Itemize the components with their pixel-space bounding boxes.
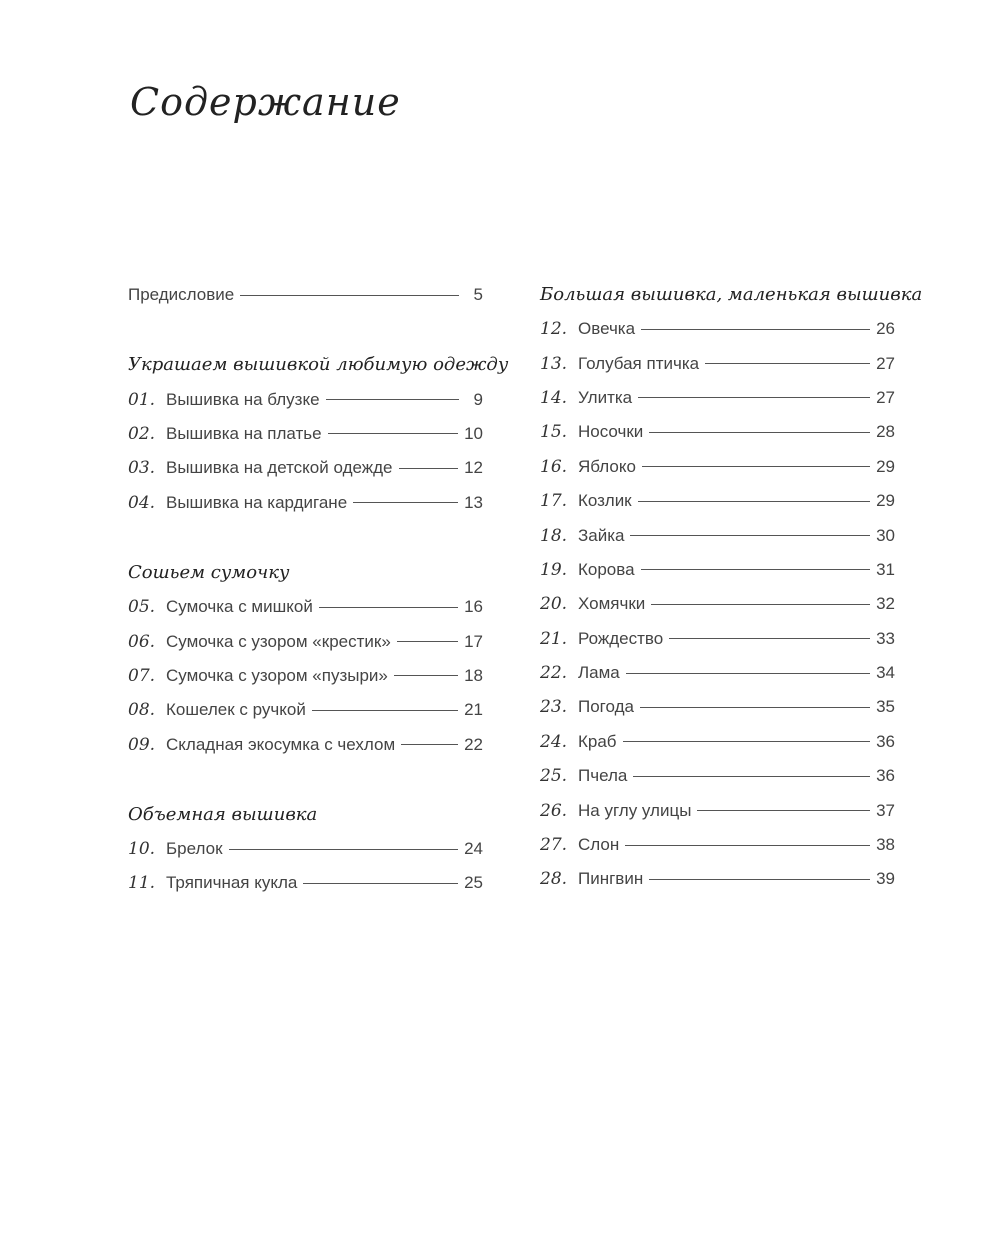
leader-line [638, 501, 870, 502]
toc-entry[interactable] [128, 486, 483, 520]
page-number: 36 [876, 766, 895, 786]
page-number: 9 [473, 389, 483, 409]
entry-title: Корова [578, 559, 635, 579]
entry-number: 07. [128, 665, 156, 686]
entry-title: Хомячки [578, 594, 646, 614]
leader-line [649, 432, 870, 433]
entry-title: Вышивка на детской одежде [166, 458, 393, 478]
leader-line [641, 329, 870, 330]
leader-line [319, 607, 458, 608]
toc-entry[interactable] [540, 828, 895, 862]
page-number: 37 [876, 800, 895, 820]
leader-line [649, 879, 870, 880]
toc-entry[interactable] [540, 793, 895, 827]
toc-entry[interactable] [540, 553, 895, 587]
toc-entry[interactable] [540, 690, 895, 724]
entry-number: 27. [540, 835, 568, 856]
toc-entry[interactable] [128, 590, 483, 624]
page-number: 12 [464, 458, 483, 478]
entry-number: 26. [540, 800, 568, 821]
leader-line [626, 673, 870, 674]
toc-entry[interactable] [540, 346, 895, 380]
toc-entry[interactable] [540, 312, 895, 346]
page-number: 10 [464, 423, 483, 443]
entry-title: Рождество [578, 628, 664, 648]
entry-number: 10. [128, 839, 156, 860]
page-number: 18 [464, 665, 483, 685]
entry-title: Лама [578, 663, 620, 683]
entry-title: Сумочка с узором «крестик» [166, 631, 391, 651]
leader-line [625, 845, 870, 846]
section-spacer [128, 762, 483, 798]
toc-entry[interactable] [540, 450, 895, 484]
leader-line [303, 883, 458, 884]
entry-title: Сумочка с узором «пузыри» [166, 665, 388, 685]
entry-number: 06. [128, 631, 156, 652]
toc-entry[interactable] [128, 659, 483, 693]
toc-entry[interactable] [540, 622, 895, 656]
page-number: 16 [464, 597, 483, 617]
page-number: 21 [464, 700, 483, 720]
entry-number: 16. [540, 456, 568, 477]
page-number: 28 [876, 422, 895, 442]
entry-title: Вышивка на блузке [166, 389, 320, 409]
leader-line [240, 295, 459, 296]
leader-line [630, 535, 870, 536]
page-number: 27 [876, 353, 895, 373]
page-number: 38 [876, 835, 895, 855]
entry-title: Яблоко [578, 456, 636, 476]
toc-entry[interactable] [540, 587, 895, 621]
toc-entry[interactable] [540, 725, 895, 759]
leader-line [229, 849, 459, 850]
entry-title: Пингвин [578, 869, 644, 889]
entry-title: Тряпичная кукла [166, 873, 298, 893]
page-number: 13 [464, 492, 483, 512]
entry-title: Погода [578, 697, 634, 717]
entry-number: 02. [128, 423, 156, 444]
section-spacer [128, 520, 483, 556]
page-number: 22 [464, 734, 483, 754]
entry-number: 12. [540, 319, 568, 340]
entry-number: 19. [540, 559, 568, 580]
entry-title: Сумочка с мишкой [166, 597, 313, 617]
page-number: 27 [876, 387, 895, 407]
entry-title: Брелок [166, 839, 223, 859]
entry-title: Складная экосумка с чехлом [166, 734, 396, 754]
page-number: 26 [876, 319, 895, 339]
entry-title: Пчела [578, 766, 628, 786]
entry-number: 13. [540, 353, 568, 374]
page-number: 24 [464, 839, 483, 859]
entry-title: Голубая птичка [578, 353, 700, 373]
leader-line [353, 502, 458, 503]
page-number: 5 [473, 285, 483, 305]
entry-title: Зайка [578, 525, 625, 545]
toc-right-column [540, 278, 923, 897]
page-number: 30 [876, 525, 895, 545]
entry-number: 05. [128, 597, 156, 618]
section-heading: Украшаем вышивкой любимую одежду [128, 354, 509, 376]
page-number: 29 [876, 456, 895, 476]
page-number: 32 [876, 594, 895, 614]
leader-line [669, 638, 870, 639]
leader-line [633, 776, 870, 777]
entry-title: На углу улицы [578, 800, 692, 820]
section-spacer [128, 312, 483, 348]
entry-title: Улитка [578, 387, 633, 407]
entry-number: 14. [540, 387, 568, 408]
page-number: 29 [876, 491, 895, 511]
leader-line [651, 604, 870, 605]
leader-line [640, 707, 870, 708]
page-number: 17 [464, 631, 483, 651]
entry-number: 11. [128, 873, 156, 894]
section-heading: Объемная вышивка [128, 803, 318, 825]
page-title: Содержание [130, 80, 401, 124]
entry-number: 21. [540, 628, 568, 649]
entry-title: Вышивка на платье [166, 423, 322, 443]
page-number: 39 [876, 869, 895, 889]
entry-number: 24. [540, 731, 568, 752]
page-number: 36 [876, 731, 895, 751]
section-heading: Большая вышивка, маленькая вышивка [540, 284, 923, 305]
toc-entry[interactable] [128, 417, 483, 451]
toc-entry[interactable] [540, 381, 895, 415]
toc-entry[interactable] [540, 656, 895, 690]
leader-line [401, 744, 458, 745]
entry-number: 23. [540, 697, 568, 718]
entry-number: 18. [540, 525, 568, 546]
leader-line [328, 433, 458, 434]
page-number: 25 [464, 873, 483, 893]
toc-entry[interactable] [128, 451, 483, 485]
toc-entry[interactable] [128, 278, 483, 312]
entry-title: Кошелек с ручкой [166, 700, 306, 720]
leader-line [623, 741, 871, 742]
entry-title: Козлик [578, 491, 632, 511]
entry-title: Предисловие [128, 285, 235, 305]
entry-number: 08. [128, 700, 156, 721]
entry-number: 04. [128, 492, 156, 513]
toc-entry[interactable] [128, 693, 483, 727]
entry-number: 22. [540, 663, 568, 684]
page-number: 35 [876, 697, 895, 717]
toc-entry[interactable] [128, 728, 483, 762]
leader-line [642, 466, 870, 467]
entry-number: 01. [128, 389, 156, 410]
toc-entry[interactable] [540, 484, 895, 518]
section-heading: Сошьем сумочку [128, 561, 290, 583]
leader-line [326, 399, 459, 400]
leader-line [397, 641, 458, 642]
toc-entry[interactable] [128, 832, 483, 866]
entry-title: Носочки [578, 422, 644, 442]
entry-number: 28. [540, 869, 568, 890]
leader-line [697, 810, 870, 811]
entry-title: Слон [578, 835, 620, 855]
leader-line [638, 397, 870, 398]
entry-number: 15. [540, 422, 568, 443]
page-number: 33 [876, 628, 895, 648]
toc-entry[interactable] [128, 624, 483, 658]
leader-line [312, 710, 458, 711]
leader-line [705, 363, 870, 364]
entry-number: 17. [540, 491, 568, 512]
toc-entry[interactable] [540, 862, 895, 896]
toc-entry[interactable] [540, 415, 895, 449]
leader-line [394, 675, 458, 676]
leader-line [399, 468, 459, 469]
entry-number: 25. [540, 766, 568, 787]
page-number: 31 [876, 559, 895, 579]
toc-entry[interactable] [128, 382, 483, 416]
entry-title: Вышивка на кардигане [166, 492, 348, 512]
entry-title: Краб [578, 731, 617, 751]
toc-entry[interactable] [128, 866, 483, 900]
entry-number: 03. [128, 458, 156, 479]
entry-title: Овечка [578, 319, 636, 339]
toc-left-column [128, 278, 509, 901]
leader-line [641, 569, 871, 570]
page-number: 34 [876, 663, 895, 683]
entry-number: 20. [540, 594, 568, 615]
toc-entry[interactable] [540, 518, 895, 552]
entry-number: 09. [128, 734, 156, 755]
toc-entry[interactable] [540, 759, 895, 793]
